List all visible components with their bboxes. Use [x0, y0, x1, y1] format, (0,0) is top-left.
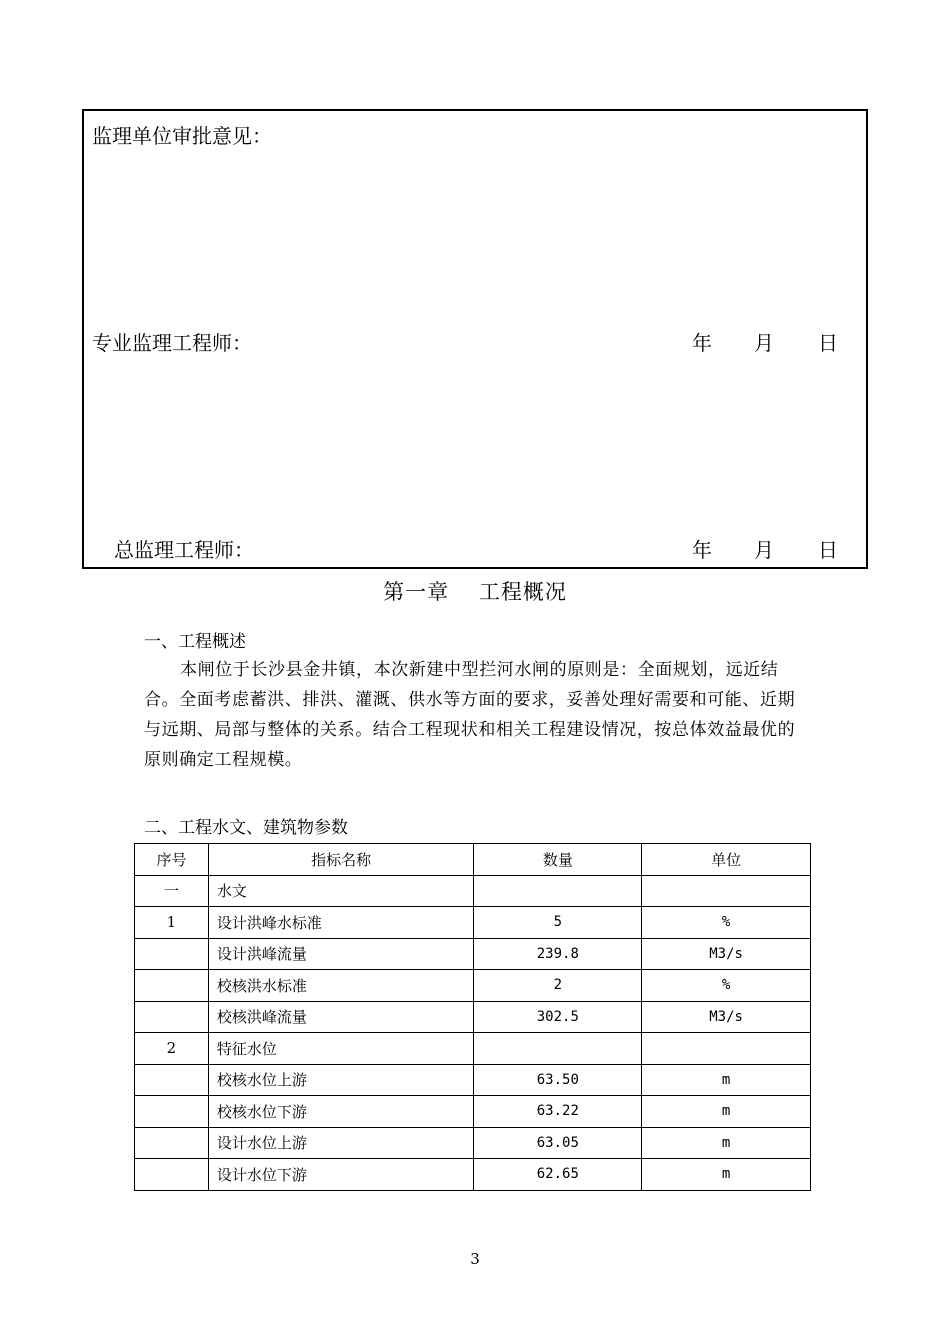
header-quantity: 数量	[474, 844, 642, 876]
table-row	[135, 1159, 811, 1191]
cell-serial	[135, 1064, 209, 1096]
cell-name: 校核水位上游	[208, 1064, 474, 1096]
date-day: 日	[818, 331, 838, 355]
cell-unit: m	[642, 1159, 811, 1191]
table-row	[135, 1064, 811, 1096]
cell-unit	[642, 875, 811, 907]
table-row	[135, 970, 811, 1002]
cell-name: 特征水位	[208, 1033, 474, 1065]
table-row	[135, 1127, 811, 1159]
header-serial: 序号	[135, 844, 209, 876]
table-row	[135, 875, 811, 907]
cell-name: 校核洪水标准	[208, 970, 474, 1002]
approval-title: 监理单位审批意见：	[92, 124, 272, 148]
chapter-title: 第一章 工程概况	[383, 580, 567, 604]
cell-serial: 1	[135, 907, 209, 939]
cell-serial: 一	[135, 875, 209, 907]
cell-quantity: 2	[474, 970, 642, 1002]
cell-name: 水文	[208, 875, 474, 907]
table-row	[135, 1001, 811, 1033]
cell-name: 校核洪峰流量	[208, 1001, 474, 1033]
cell-quantity: 63.50	[474, 1064, 642, 1096]
header-indicator-name: 指标名称	[208, 844, 474, 876]
cell-serial	[135, 938, 209, 970]
cell-serial	[135, 1159, 209, 1191]
cell-quantity	[474, 875, 642, 907]
cell-unit: m	[642, 1127, 811, 1159]
table-row	[135, 907, 811, 939]
section-1-paragraph: 本闸位于长沙县金井镇，本次新建中型拦河水闸的原则是：全面规划，远近结合。全面考虑蓄洪、排洪、灌溉、供水等方面的要求，妥善处理好需要和可能、近期与远期、局部与整体的关系。结合工程现状和相关工程建设情况，按总体效益最优的原则确定工程规模。	[144, 660, 796, 770]
date-year: 年	[692, 331, 712, 355]
date-month: 月	[754, 538, 774, 562]
cell-name: 设计水位下游	[208, 1159, 474, 1191]
cell-name: 设计水位上游	[208, 1127, 474, 1159]
cell-quantity: 5	[474, 907, 642, 939]
cell-unit: %	[642, 907, 811, 939]
cell-unit: %	[642, 970, 811, 1002]
cell-quantity: 63.05	[474, 1127, 642, 1159]
table-row	[135, 1096, 811, 1128]
table-row	[135, 938, 811, 970]
table-row	[135, 1033, 811, 1065]
engineer-signature-label: 专业监理工程师：	[92, 331, 252, 355]
cell-serial	[135, 1001, 209, 1033]
engineer-date-row	[692, 327, 838, 356]
page-number: 3	[470, 1250, 480, 1268]
cell-quantity: 63.22	[474, 1096, 642, 1128]
cell-unit: M3/s	[642, 1001, 811, 1033]
header-unit: 单位	[642, 844, 811, 876]
section-2-heading: 二、工程水文、建筑物参数	[144, 818, 348, 838]
parameters-table	[134, 843, 811, 1191]
cell-unit: M3/s	[642, 938, 811, 970]
cell-quantity: 239.8	[474, 938, 642, 970]
cell-quantity: 302.5	[474, 1001, 642, 1033]
cell-unit: m	[642, 1096, 811, 1128]
chief-date-row	[692, 534, 838, 563]
cell-quantity	[474, 1033, 642, 1065]
section-1-heading: 一、工程概述	[144, 632, 246, 652]
cell-unit: m	[642, 1064, 811, 1096]
table-header-row	[135, 844, 811, 876]
date-month: 月	[754, 331, 774, 355]
cell-name: 设计洪峰流量	[208, 938, 474, 970]
cell-serial	[135, 970, 209, 1002]
date-year: 年	[692, 538, 712, 562]
chief-signature-label: 总监理工程师：	[114, 538, 254, 562]
date-day: 日	[818, 538, 838, 562]
cell-quantity: 62.65	[474, 1159, 642, 1191]
cell-name: 设计洪峰水标准	[208, 907, 474, 939]
cell-name: 校核水位下游	[208, 1096, 474, 1128]
cell-serial	[135, 1096, 209, 1128]
cell-serial: 2	[135, 1033, 209, 1065]
cell-serial	[135, 1127, 209, 1159]
cell-unit	[642, 1033, 811, 1065]
